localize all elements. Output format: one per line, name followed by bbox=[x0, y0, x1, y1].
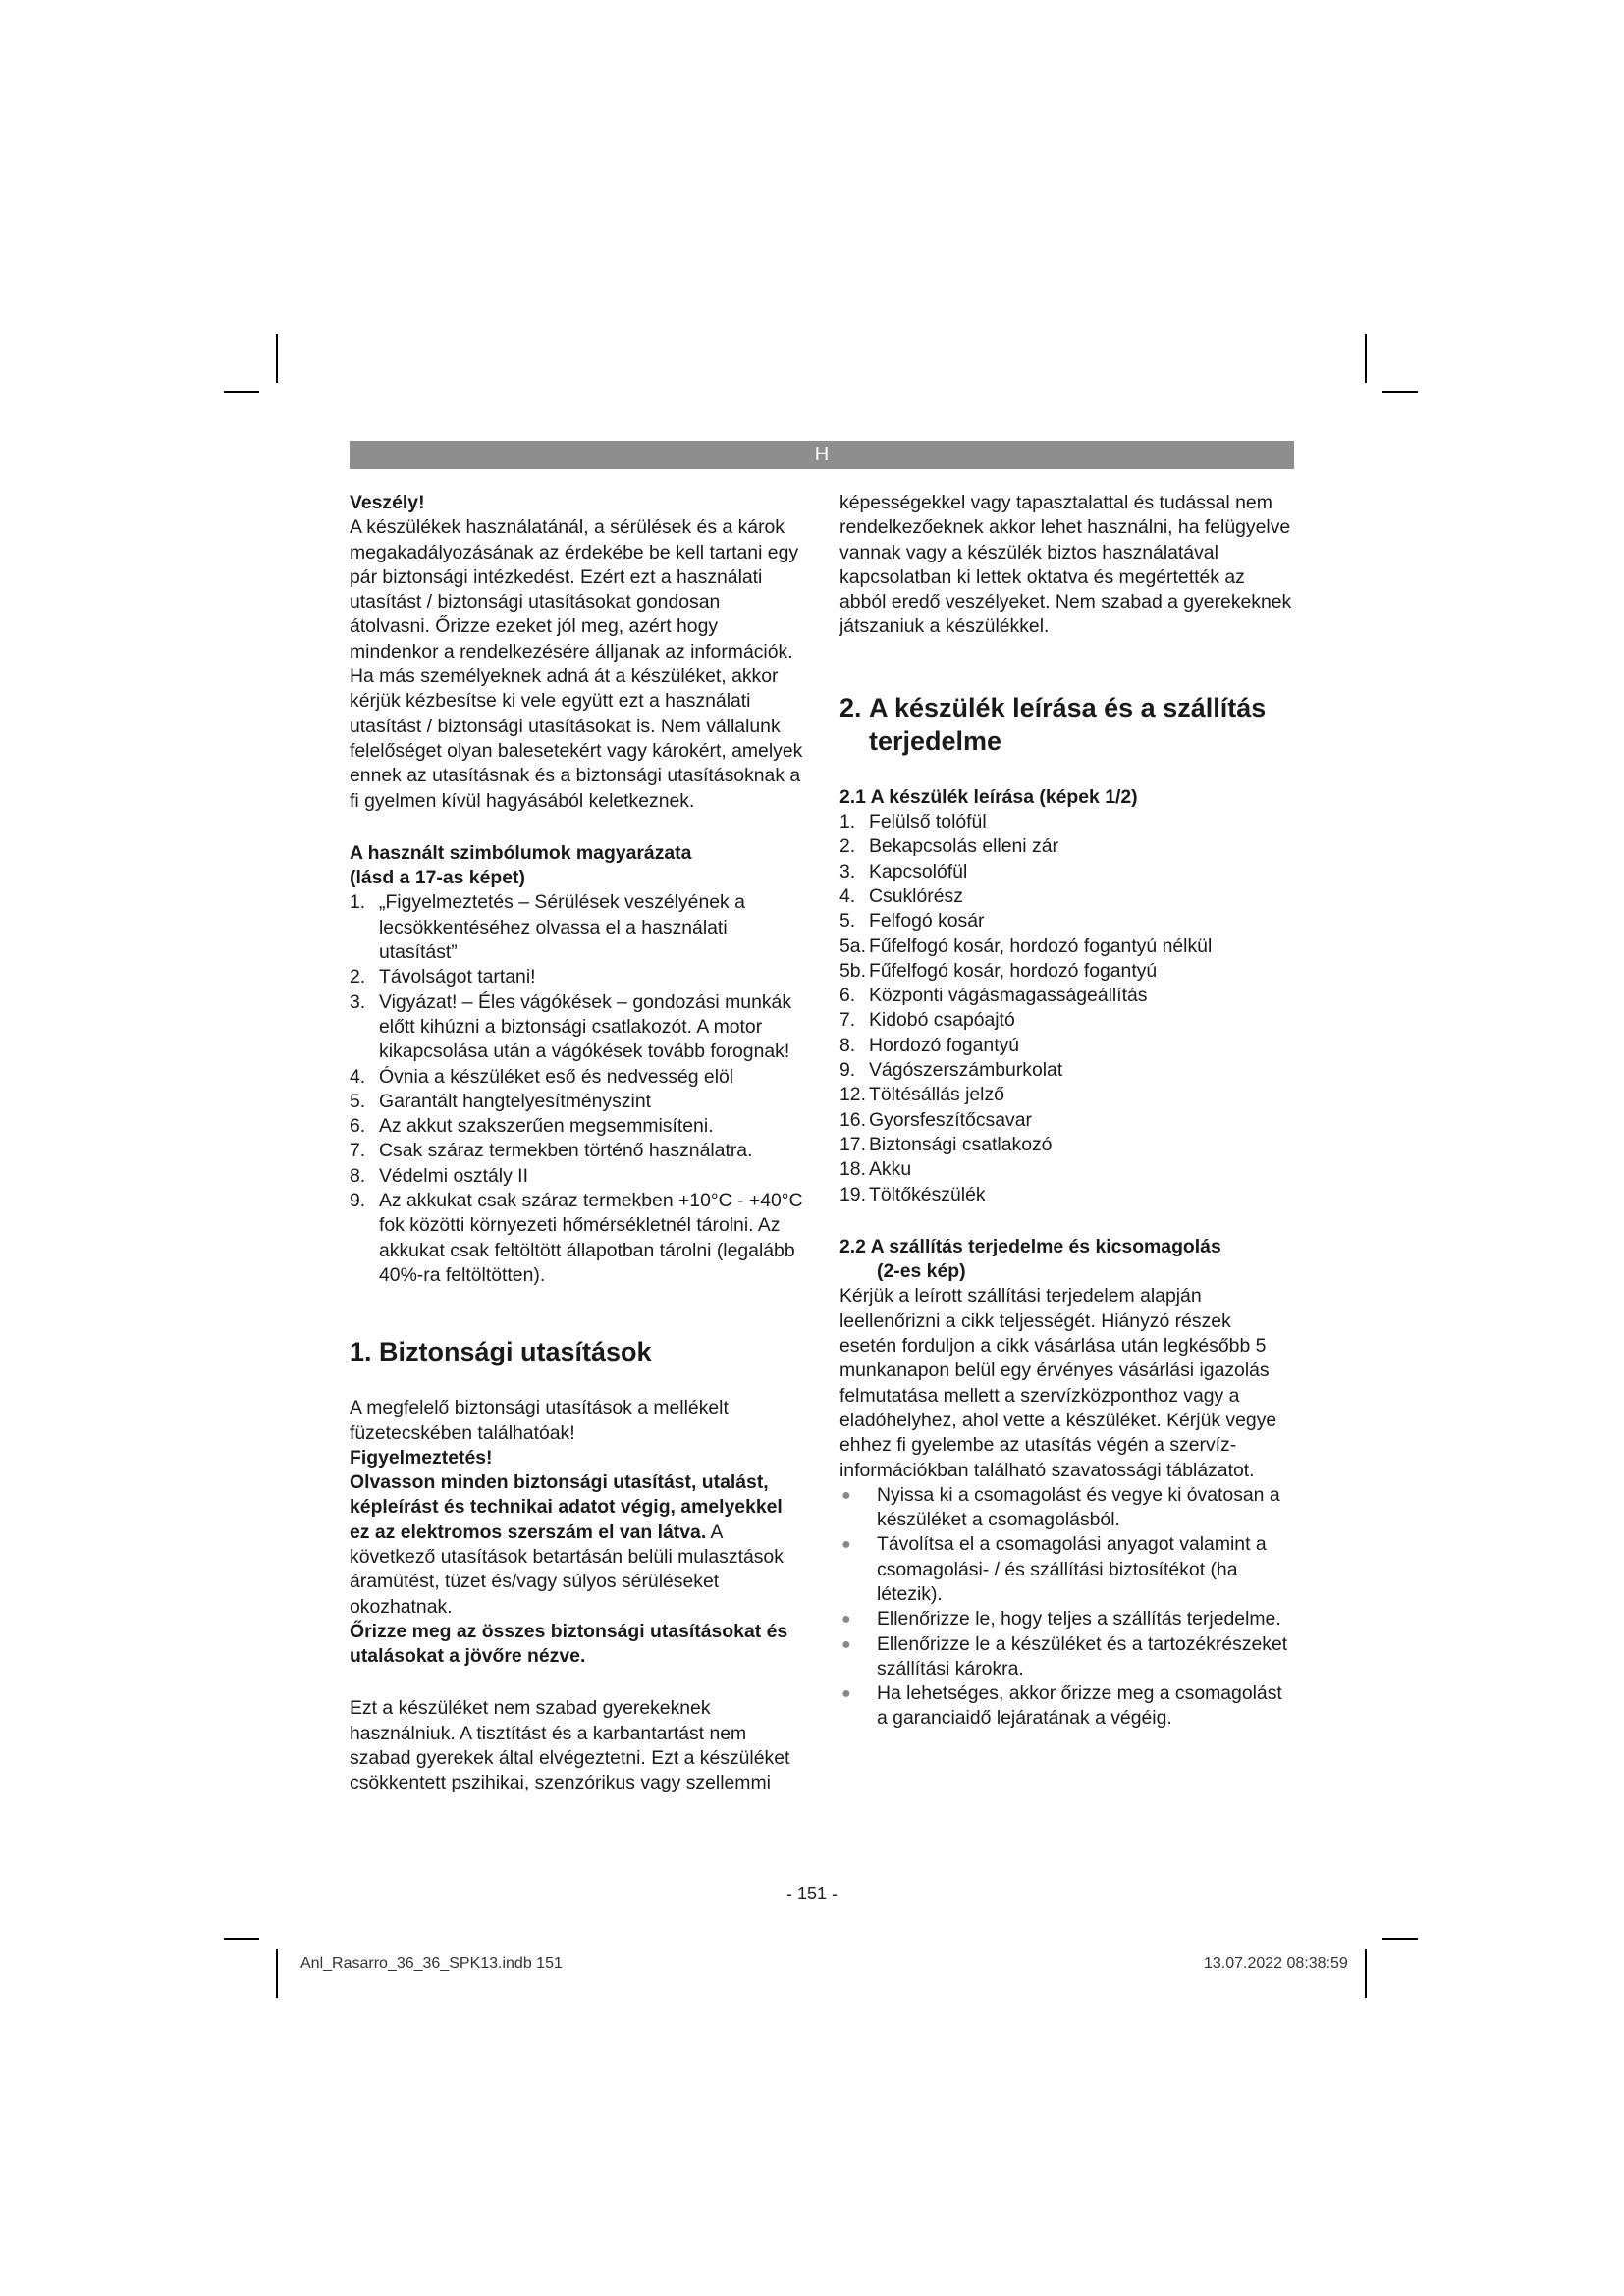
bullet-icon: ● bbox=[841, 1635, 851, 1653]
crop-mark bbox=[276, 334, 278, 383]
children-paragraph: Ezt a készüléket nem szabad gyerekeknek használniuk. A tisztítást és a karbantartást nem szabad gyerekek által elvégeztetni. Ezt a készüléket csökkentett pszihikai, szenzórikus vagy szellemmi bbox=[350, 1697, 790, 1794]
list-item: 7. Kidobó csapóajtó bbox=[839, 1009, 1015, 1032]
crop-mark bbox=[276, 1949, 278, 1998]
list-item: 6. Az akkut szakszerűen megsemmisíteni. bbox=[350, 1115, 714, 1138]
list-item: 2. Távolságot tartani! bbox=[350, 966, 536, 988]
list-item: 9. Vágószerszámburkolat bbox=[839, 1059, 1063, 1082]
list-item: 12. Töltésállás jelző bbox=[839, 1084, 1004, 1106]
subsection-2-1-heading: 2.1 A készülék leírása (képek 1/2) bbox=[839, 785, 1138, 808]
list-item: 19. Töltőkészülék bbox=[839, 1183, 986, 1205]
imprint-file: Anl_Rasarro_36_36_SPK13.indb 151 bbox=[300, 1955, 563, 1972]
list-item: ● Távolítsa el a csomagolási anyagot valamint a csomagolási- / és szállítási biztosítékot (ha létezik). bbox=[841, 1533, 1267, 1605]
section-1-intro: A megfelelő biztonsági utasítások a mellékelt füzetecskében találhatóak! bbox=[350, 1397, 729, 1444]
subsection-2-2-ref: (2-es kép) bbox=[877, 1260, 966, 1283]
list-item: 18. Akku bbox=[839, 1158, 912, 1181]
list-item: 6. Központi vágásmagasságeállítás bbox=[839, 985, 1148, 1007]
list-item: ● Nyissa ki a csomagolást és vegye ki óvatosan a készüléket a csomagolásból. bbox=[841, 1483, 1280, 1531]
crop-mark bbox=[1382, 1938, 1418, 1940]
language-header-bar bbox=[350, 441, 1294, 469]
section-2-heading: 2. A készülék leírása és a szállítás terjedelme bbox=[839, 692, 1267, 756]
bullet-icon: ● bbox=[841, 1486, 851, 1504]
warning-paragraph: Olvasson minden biztonsági utasítást, utalást, képleírást és technikai adatot végig, amelyekkel ez az elektromos szerszám el van látva. A következő utasítások betartásán belüli mulasztások áramütést, tüzet és/vagy súlyos sérüléseket okozhatnak. bbox=[350, 1471, 784, 1618]
warning-label: Figyelmeztetés! bbox=[350, 1446, 493, 1468]
bullet-icon: ● bbox=[841, 1536, 851, 1554]
language-code: H bbox=[814, 444, 830, 465]
list-item: ● Ellenőrizze le a készüléket és a tartozékrészeket szállítási károkra. bbox=[841, 1632, 1288, 1680]
list-item: 17. Biztonsági csatlakozó bbox=[839, 1133, 1053, 1155]
list-item: 5a. Fűfelfogó kosár, hordozó fogantyú nélkül bbox=[839, 934, 1213, 957]
list-item: 5. Felfogó kosár bbox=[839, 910, 985, 933]
list-item: 7. Csak száraz termekben történő használatra. bbox=[350, 1140, 753, 1162]
list-item: 8. Védelmi osztály II bbox=[350, 1164, 528, 1187]
crop-mark bbox=[1365, 1949, 1367, 1998]
imprint-timestamp: 13.07.2022 08:38:59 bbox=[1204, 1955, 1348, 1972]
list-item: 16. Gyorsfeszítőcsavar bbox=[839, 1108, 1032, 1131]
symbols-heading-ref: (lásd a 17-as képet) bbox=[350, 867, 525, 889]
crop-mark bbox=[1382, 391, 1418, 393]
list-item: 4. Óvnia a készüléket eső és nedvesség elöl bbox=[350, 1065, 734, 1088]
page-number: - 151 - bbox=[785, 1884, 839, 1903]
right-column bbox=[839, 491, 1293, 1732]
list-item: 8. Hordozó fogantyú bbox=[839, 1034, 1020, 1056]
list-item: 1. „Figyelmeztetés – Sérülések veszélyének a lecsökkentéséhez olvassa el a használati utasítást” bbox=[350, 891, 745, 964]
danger-text: A készülékek használatánál, a sérülések és a károk megakadályozásának az érdekébe be kell tartani egy pár biztonsági intézkedést. Ezért ezt a használati utasítást / biztonsági utasításokat gondosan átolvasni. Őrizze ezeket jól meg, azért hogy mindenkor a rendelkezésére álljanak az információk. Ha más személyeknek adná át a készüléket, akkor kérjük kézbesítse ki vele együtt ezt a használati utasítást / biztonsági utasításokat is. Nem vállalunk felelőséget olyan balesetekért vagy károkért, amelyek ennek az utasításnak és a biztonsági utasításoknak a fi gyelmen kívül hagyásából keletkeznek. bbox=[350, 516, 803, 812]
list-item: 3. Kapcsolófül bbox=[839, 860, 968, 882]
crop-mark bbox=[1365, 334, 1367, 383]
list-item: 9. Az akkukat csak száraz termekben +10°C - +40°C fok közötti környezeti hőmérsékletnél tárolni. Az akkukat csak feltöltött állapotban tárolni (legalább 40%-ra feltöltötten). bbox=[350, 1190, 803, 1286]
section-1-heading: 1. Biztonsági utasítások bbox=[350, 1337, 652, 1367]
list-item: 3. Vigyázat! – Éles vágókések – gondozási munkák előtt kihúzni a biztonsági csatlakozót. A motor kikapcsolása után a vágókések tovább forognak! bbox=[350, 990, 792, 1063]
danger-title: Veszély! bbox=[350, 492, 425, 513]
list-item: 5b. Fűfelfogó kosár, hordozó fogantyú bbox=[839, 959, 1158, 982]
list-item: ● Ha lehetséges, akkor őrizze meg a csomagolást a garanciaidő lejáratának a végéig. bbox=[841, 1682, 1282, 1730]
crop-mark bbox=[224, 391, 259, 393]
symbols-list bbox=[350, 890, 803, 1288]
list-item: ● Ellenőrizze le, hogy teljes a szállítás terjedelme. bbox=[839, 1607, 1293, 1631]
list-item: 5. Garantált hangtelyesítményszint bbox=[350, 1090, 651, 1112]
list-item: 4. Csuklórész bbox=[839, 884, 963, 907]
crop-mark bbox=[224, 1938, 259, 1940]
continued-paragraph: képességekkel vagy tapasztalattal és tudással nem rendelkezőeknek akkor lehet használni, ha felügyelve vannak vagy a készülék biztos használatával kapcsolatban ki lettek oktatva és megértették az abból eredő veszélyeket. Nem szabad a gyerekeknek játszaniuk a készülékkel. bbox=[839, 492, 1292, 638]
list-item: 2. Bekapcsolás elleni zár bbox=[839, 835, 1058, 858]
unpacking-checklist bbox=[839, 1483, 1293, 1732]
left-column bbox=[350, 491, 803, 1796]
shipping-paragraph: Kérjük a leírott szállítási terjedelem alapján leellenőrizni a cikk teljességét. Hiányzó részek esetén forduljon a cikk vásárlása után legkésőbb 5 munkanapon belül egy érvényes vásárlási igazolás felmutatása mellett a szervízközponthoz vagy a eladóhelyhez, ahol vette a készüléket. Kérjük vegye ehhez fi gyelembe az utasítás végén a szervíz-információkban található szavatossági táblázatot. bbox=[839, 1285, 1277, 1481]
list-item: 1. Felülső tolófül bbox=[839, 811, 987, 833]
parts-list bbox=[839, 810, 1293, 1207]
bullet-icon: ● bbox=[841, 1685, 851, 1703]
symbols-heading: A használt szimbólumok magyarázata bbox=[350, 841, 692, 864]
bullet-icon: ● bbox=[841, 1611, 851, 1629]
keep-instructions: Őrizze meg az összes biztonsági utasításokat és utalásokat a jövőre nézve. bbox=[350, 1620, 788, 1668]
subsection-2-2-heading: 2.2 A szállítás terjedelme és kicsomagolás bbox=[839, 1235, 1221, 1257]
